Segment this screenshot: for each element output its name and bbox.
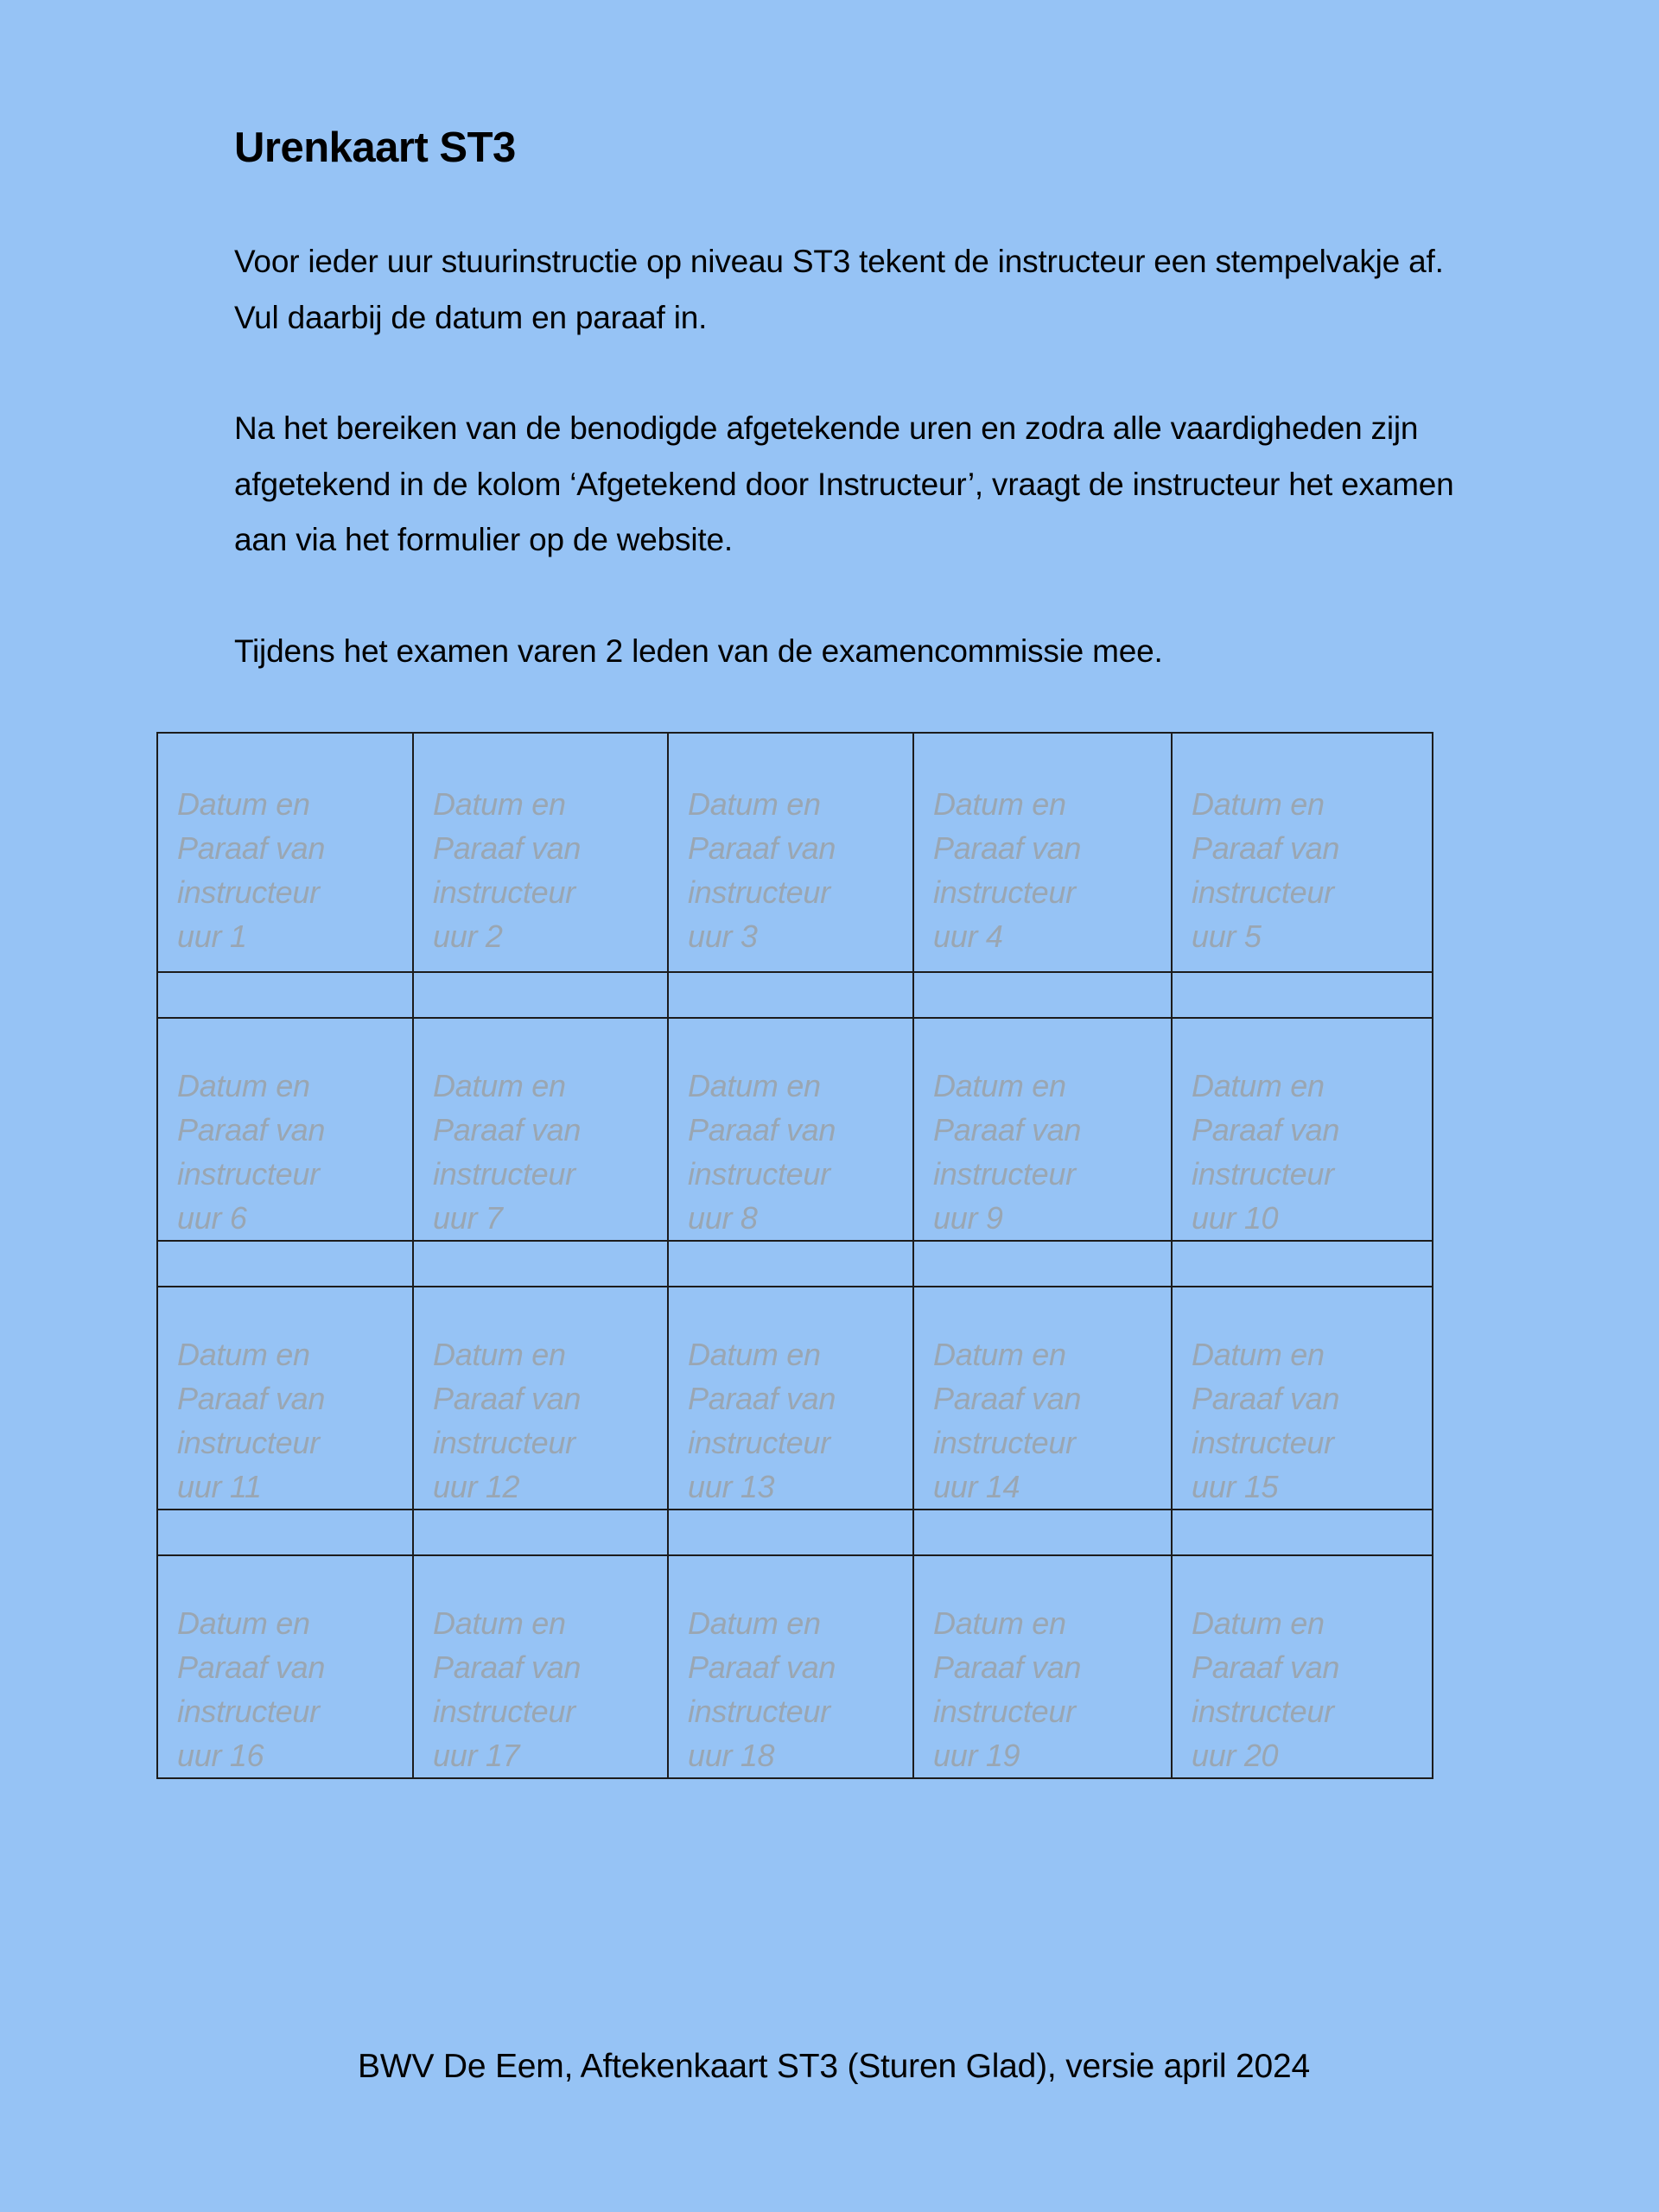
- intro-paragraph: Voor ieder uur stuurinstructie op niveau ST3 tekent de instructeur een stempelvakje af. Vul daarbij de datum en paraaf in.: [234, 244, 1444, 335]
- stamp-box[interactable]: [1172, 1287, 1433, 1510]
- stamp-box[interactable]: [413, 1287, 668, 1510]
- stamp-box[interactable]: [668, 1555, 913, 1778]
- spacer-cell: [157, 1241, 413, 1287]
- stamp-placeholder: Datum en Paraaf van instructeur uur 4: [933, 786, 1082, 954]
- stamp-row: [157, 1018, 1433, 1241]
- stamp-placeholder: Datum en Paraaf van instructeur uur 13: [688, 1337, 836, 1504]
- stamp-row: [157, 1287, 1433, 1510]
- stamp-box[interactable]: [668, 1018, 913, 1241]
- spacer-cell: [913, 1510, 1172, 1555]
- stamp-box[interactable]: [668, 733, 913, 972]
- spacer-cell: [668, 972, 913, 1018]
- stamp-placeholder: Datum en Paraaf van instructeur uur 2: [433, 786, 582, 954]
- stamp-placeholder: Datum en Paraaf van instructeur uur 18: [688, 1605, 836, 1773]
- spacer-cell: [668, 1241, 913, 1287]
- stamp-box[interactable]: [413, 1018, 668, 1241]
- stamp-placeholder: Datum en Paraaf van instructeur uur 9: [933, 1068, 1082, 1236]
- stamp-placeholder: Datum en Paraaf van instructeur uur 1: [177, 786, 326, 954]
- stamp-placeholder: Datum en Paraaf van instructeur uur 12: [433, 1337, 582, 1504]
- stamp-placeholder: Datum en Paraaf van instructeur uur 14: [933, 1337, 1082, 1504]
- stamp-row: [157, 733, 1433, 972]
- spacer-cell: [413, 972, 668, 1018]
- spacer-cell: [913, 1241, 1172, 1287]
- spacer-cell: [1172, 972, 1433, 1018]
- stamp-placeholder: Datum en Paraaf van instructeur uur 11: [177, 1337, 326, 1504]
- stamp-placeholder: Datum en Paraaf van instructeur uur 5: [1192, 786, 1340, 954]
- stamp-box[interactable]: [668, 1287, 913, 1510]
- spacer-cell: [157, 972, 413, 1018]
- stamp-box[interactable]: [413, 733, 668, 972]
- spacer-cell: [1172, 1241, 1433, 1287]
- stamp-box[interactable]: [157, 1287, 413, 1510]
- spacer-cell: [668, 1510, 913, 1555]
- spacer-cell: [1172, 1510, 1433, 1555]
- stamp-placeholder: Datum en Paraaf van instructeur uur 16: [177, 1605, 326, 1773]
- spacer-row: [157, 1241, 1433, 1287]
- spacer-cell: [157, 1510, 413, 1555]
- stamp-box[interactable]: [157, 1018, 413, 1241]
- stamp-placeholder: Datum en Paraaf van instructeur uur 20: [1192, 1605, 1340, 1773]
- stamp-placeholder: Datum en Paraaf van instructeur uur 19: [933, 1605, 1082, 1773]
- stamp-placeholder: Datum en Paraaf van instructeur uur 15: [1192, 1337, 1340, 1504]
- stamp-box[interactable]: [913, 1287, 1172, 1510]
- page-footer: BWV De Eem, Aftekenkaart ST3 (Sturen Glad), versie april 2024: [358, 2048, 1310, 2085]
- spacer-cell: [413, 1510, 668, 1555]
- stamp-box[interactable]: [913, 1555, 1172, 1778]
- stamp-box[interactable]: [913, 1018, 1172, 1241]
- spacer-cell: [913, 972, 1172, 1018]
- stamp-box[interactable]: [1172, 1555, 1433, 1778]
- stamp-placeholder: Datum en Paraaf van instructeur uur 17: [433, 1605, 582, 1773]
- spacer-row: [157, 972, 1433, 1018]
- exam-commission-paragraph: Tijdens het examen varen 2 leden van de examencommissie mee.: [234, 633, 1163, 669]
- stamp-placeholder: Datum en Paraaf van instructeur uur 7: [433, 1068, 582, 1236]
- spacer-row: [157, 1510, 1433, 1555]
- stamp-box[interactable]: [413, 1555, 668, 1778]
- page-title: Urenkaart ST3: [234, 124, 516, 171]
- stamp-placeholder: Datum en Paraaf van instructeur uur 3: [688, 786, 836, 954]
- stamp-placeholder: Datum en Paraaf van instructeur uur 8: [688, 1068, 836, 1236]
- stamp-placeholder: Datum en Paraaf van instructeur uur 10: [1192, 1068, 1340, 1236]
- stamp-row: [157, 1555, 1433, 1778]
- spacer-cell: [413, 1241, 668, 1287]
- stamp-placeholder: Datum en Paraaf van instructeur uur 6: [177, 1068, 326, 1236]
- stamp-grid: [156, 732, 1433, 1779]
- stamp-box[interactable]: [157, 733, 413, 972]
- stamp-box[interactable]: [157, 1555, 413, 1778]
- exam-request-paragraph: Na het bereiken van de benodigde afgetekende uren en zodra alle vaardigheden zijn afgetekend in de kolom ‘Afgetekend door Instructeur’, vraagt de instructeur het examen aan via het formulier op de website.: [234, 410, 1454, 557]
- stamp-box[interactable]: [1172, 733, 1433, 972]
- stamp-box[interactable]: [1172, 1018, 1433, 1241]
- stamp-box[interactable]: [913, 733, 1172, 972]
